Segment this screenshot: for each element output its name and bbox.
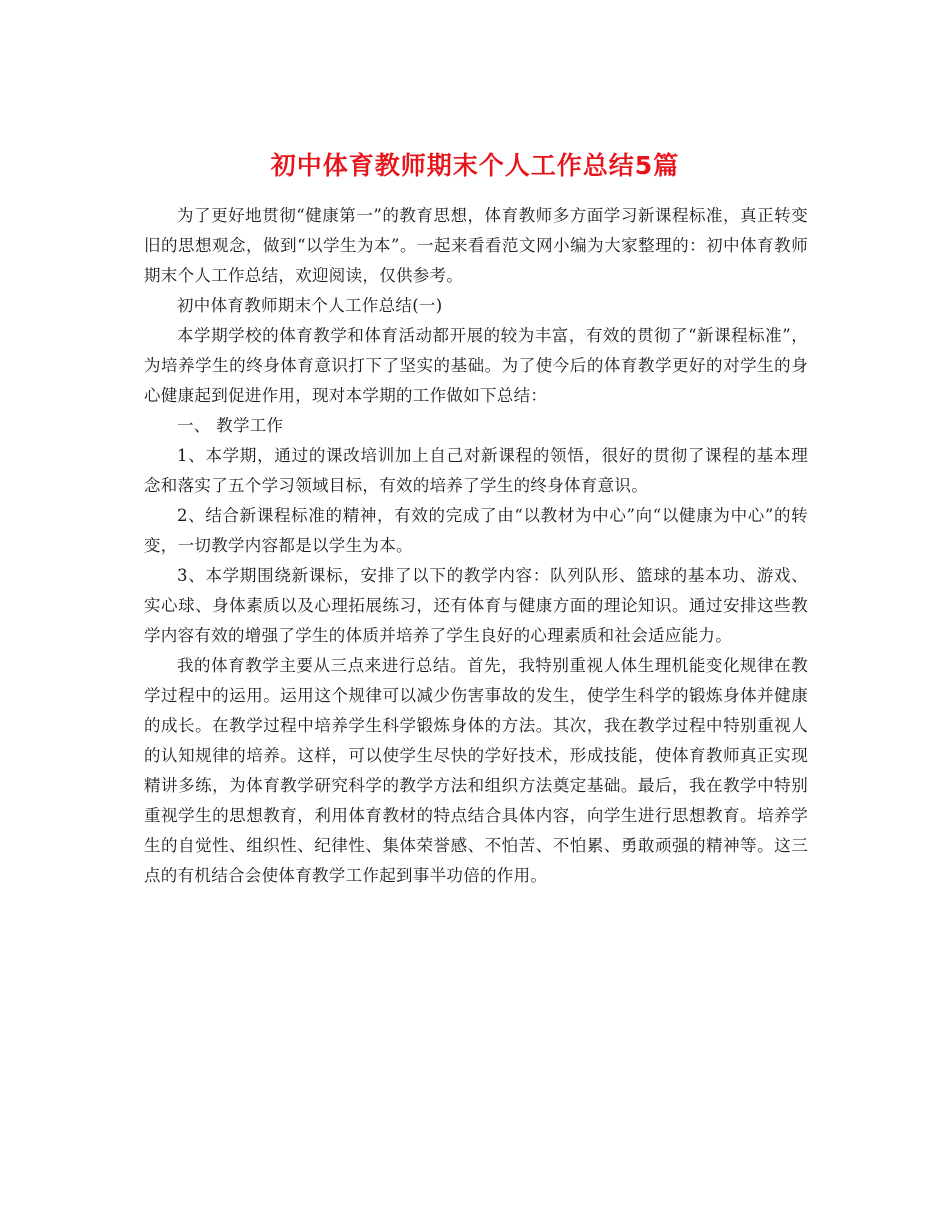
paragraph-intro: 为了更好地贯彻“健康第一”的教育思想，体育教师多方面学习新课程标准，真正转变旧的思想观念，做到“以学生为本”。一起来看看范文网小编为大家整理的：初中体育教师期末个人工作总结，欢迎阅读，仅供参考。: [144, 206, 808, 285]
paragraph-subtitle: 初中体育教师期末个人工作总结(一): [177, 296, 443, 315]
paragraph-summary: 我的体育教学主要从三点来进行总结。首先，我特别重视人体生理机能变化规律在教学过程中的运用。运用这个规律可以减少伤害事故的发生，使学生科学的锻炼身体并健康的成长。在教学过程中培养学生科学锻炼身体的方法。其次，我在教学过程中特别重视人的认知规律的培养。这样，可以使学生尽快的学好技术，形成技能，使体育教师真正实现精讲多练，为体育教学研究科学的教学方法和组织方法奠定基础。最后，我在教学中特别重视学生的思想教育，利用体育教材的特点结合具体内容，向学生进行思想教育。培养学生的自觉性、组织性、纪律性、集体荣誉感、不怕苦、不怕累、勇敢顽强的精神等。这三点的有机结合会使体育教学工作起到事半功倍的作用。: [144, 656, 808, 885]
paragraph-overview: 本学期学校的体育教学和体育活动都开展的较为丰富，有效的贯彻了“新课程标准”，为培养学生的终身体育意识打下了坚实的基础。为了使今后的体育教学更好的对学生的身心健康起到促进作用，现对本学期的工作做如下总结：: [144, 326, 808, 405]
document-body: [144, 201, 808, 891]
document-title: 初中体育教师期末个人工作总结5篇: [270, 150, 680, 180]
paragraph-item-2: 2、结合新课程标准的精神，有效的完成了由“以教材为中心”向“以健康为中心”的转变，一切教学内容都是以学生为本。: [144, 506, 808, 555]
section-heading-teaching: 一、 教学工作: [177, 416, 284, 435]
paragraph-item-1: 1、本学期，通过的课改培训加上自己对新课程的领悟，很好的贯彻了课程的基本理念和落实了五个学习领域目标，有效的培养了学生的终身体育意识。: [144, 446, 808, 495]
paragraph-item-3: 3、本学期围绕新课标，安排了以下的教学内容：队列队形、篮球的基本功、游戏、实心球、身体素质以及心理拓展练习，还有体育与健康方面的理论知识。通过安排这些教学内容有效的增强了学生的体质并培养了学生良好的心理素质和社会适应能力。: [144, 566, 808, 645]
